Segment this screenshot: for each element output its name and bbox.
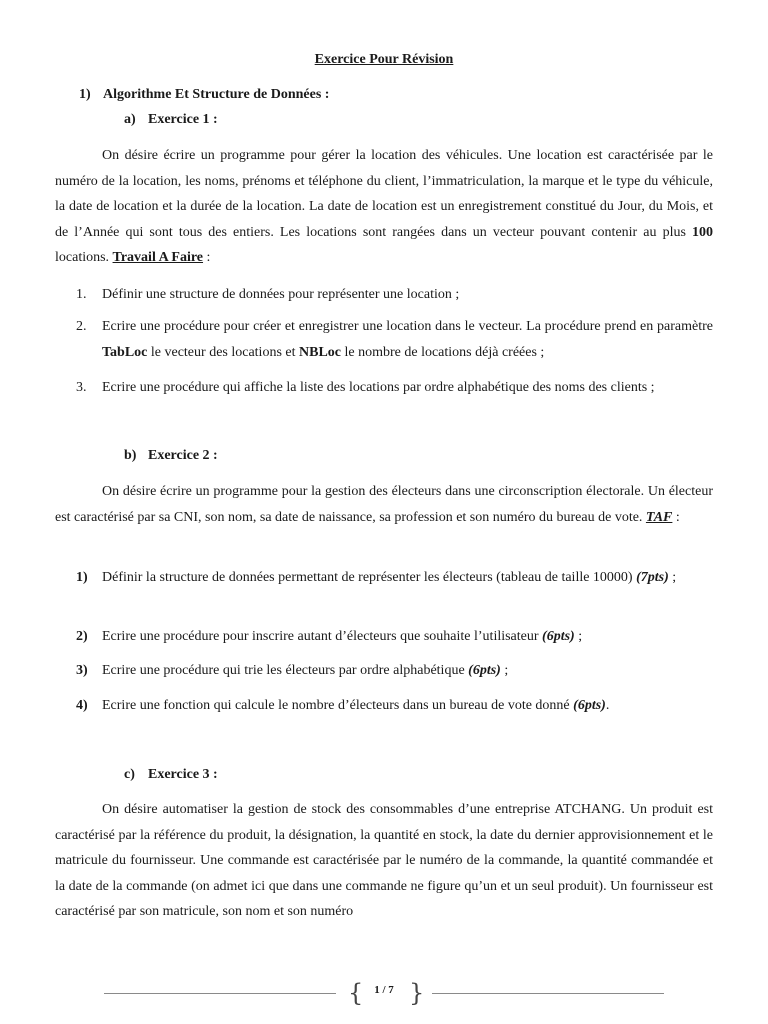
footer-rule-left — [104, 993, 336, 994]
item-text: Ecrire une fonction qui calcule le nombre d’électeurs dans un bureau de vote donné — [102, 698, 570, 713]
item-number: 4) — [76, 698, 88, 713]
item-end: ; — [500, 663, 509, 678]
ex2-item-4 — [76, 693, 713, 719]
ex2-item-3 — [76, 658, 713, 684]
ex1-max-count: 100 — [692, 224, 714, 240]
nbloc-param: NBLoc — [299, 344, 341, 360]
item-number: 3. — [76, 380, 87, 395]
taf-colon: : — [203, 250, 211, 265]
exercise-1-statement — [55, 143, 713, 271]
tabloc-param: TabLoc — [102, 344, 148, 360]
ex1-item-1 — [76, 282, 713, 308]
exercise-letter: c) — [124, 767, 135, 782]
section-heading-1 — [79, 87, 329, 103]
travail-a-faire-label: Travail A Faire — [112, 250, 204, 265]
exercise-letter: a) — [124, 112, 136, 127]
item-text: Définir une structure de données pour représenter une location ; — [102, 287, 460, 302]
item-end: ; — [668, 570, 677, 585]
item-number: 1) — [76, 570, 88, 585]
item-text: le vecteur des locations et — [150, 344, 296, 360]
document-title: Exercice Pour Révision — [314, 52, 454, 67]
exercise-3-heading — [124, 767, 218, 783]
ex1-item-2 — [76, 314, 713, 365]
exercise-2-statement — [55, 479, 713, 530]
footer-left-brace: { — [348, 979, 364, 1007]
exercise-letter: b) — [124, 448, 137, 463]
item-points: (6pts) — [542, 629, 575, 644]
ex1-item-3 — [76, 375, 713, 401]
section-number: 1) — [79, 87, 91, 102]
exercise-1-heading — [124, 112, 218, 128]
item-text: Ecrire une procédure pour créer et enregistrer une location dans le vecteur. La procédure prend en paramètre — [102, 319, 713, 334]
item-text: Définir la structure de données permettant de représenter les électeurs (tableau de taille 10000) — [102, 570, 633, 585]
item-text: le nombre de locations déjà créées ; — [344, 344, 545, 360]
item-points: (7pts) — [636, 570, 669, 585]
taf-label: TAF — [645, 509, 673, 525]
taf-colon: : — [672, 509, 680, 525]
item-number: 2) — [76, 629, 88, 644]
item-number: 3) — [76, 663, 88, 678]
ex2-item-2 — [76, 624, 713, 650]
item-end: . — [605, 698, 610, 713]
footer-rule-right — [432, 993, 664, 994]
item-number: 1. — [76, 287, 87, 302]
footer-right-brace: } — [409, 979, 425, 1007]
item-points: (6pts) — [573, 698, 606, 713]
ex1-text-end: locations. — [55, 250, 110, 265]
ex3-text: On désire automatiser la gestion de stock des consommables d’une entreprise ATCHANG. Un produit est caractérisé par la référence du produit, la désignation, la quantité en stock, la date du dernier approvisionnement et le matricule du fournisseur. Une commande est caractérisée par le numéro de la commande, la quantité commandée et la date de la commande (on admet ici que dans une commande ne figure qu’un et un seul produit). Un fournisseur est caractérisé par son matricule, son nom et son numéro — [55, 802, 713, 919]
ex2-text: On désire écrire un programme pour la gestion des électeurs dans une circonscription électorale. Un électeur est caractérisé par sa CNI, son nom, sa date de naissance, sa profession et son numéro du bureau de vote. — [55, 484, 713, 525]
item-end: ; — [574, 629, 583, 644]
section-label: Algorithme Et Structure de Données : — [103, 87, 330, 102]
item-text: Ecrire une procédure pour inscrire autant d’électeurs que souhaite l’utilisateur — [102, 629, 539, 644]
page-number: 1 / 7 — [374, 984, 394, 996]
exercise-label: Exercice 3 : — [148, 767, 218, 782]
item-number: 2. — [76, 319, 87, 334]
ex1-text: On désire écrire un programme pour gérer la location des véhicules. Une location est caractérisée par le numéro de la location, les noms, prénoms et téléphone du client, l’immatriculation, la marque et le type du véhicule, la date de location et la durée de la location. La date de location est un enregistrement constitué du Jour, du Mois, et de l’Année qui sont tous des entiers. Les locations sont rangées dans un vecteur pouvant contenir au plus — [55, 148, 713, 240]
exercise-label: Exercice 1 : — [148, 112, 218, 127]
exercise-label: Exercice 2 : — [148, 448, 218, 463]
ex2-item-1 — [76, 565, 713, 591]
item-text: Ecrire une procédure qui affiche la liste des locations par ordre alphabétique des noms des clients ; — [102, 380, 655, 395]
item-points: (6pts) — [468, 663, 501, 678]
item-text: Ecrire une procédure qui trie les électeurs par ordre alphabétique — [102, 663, 465, 678]
exercise-3-statement — [55, 797, 713, 925]
exercise-2-heading — [124, 448, 218, 464]
